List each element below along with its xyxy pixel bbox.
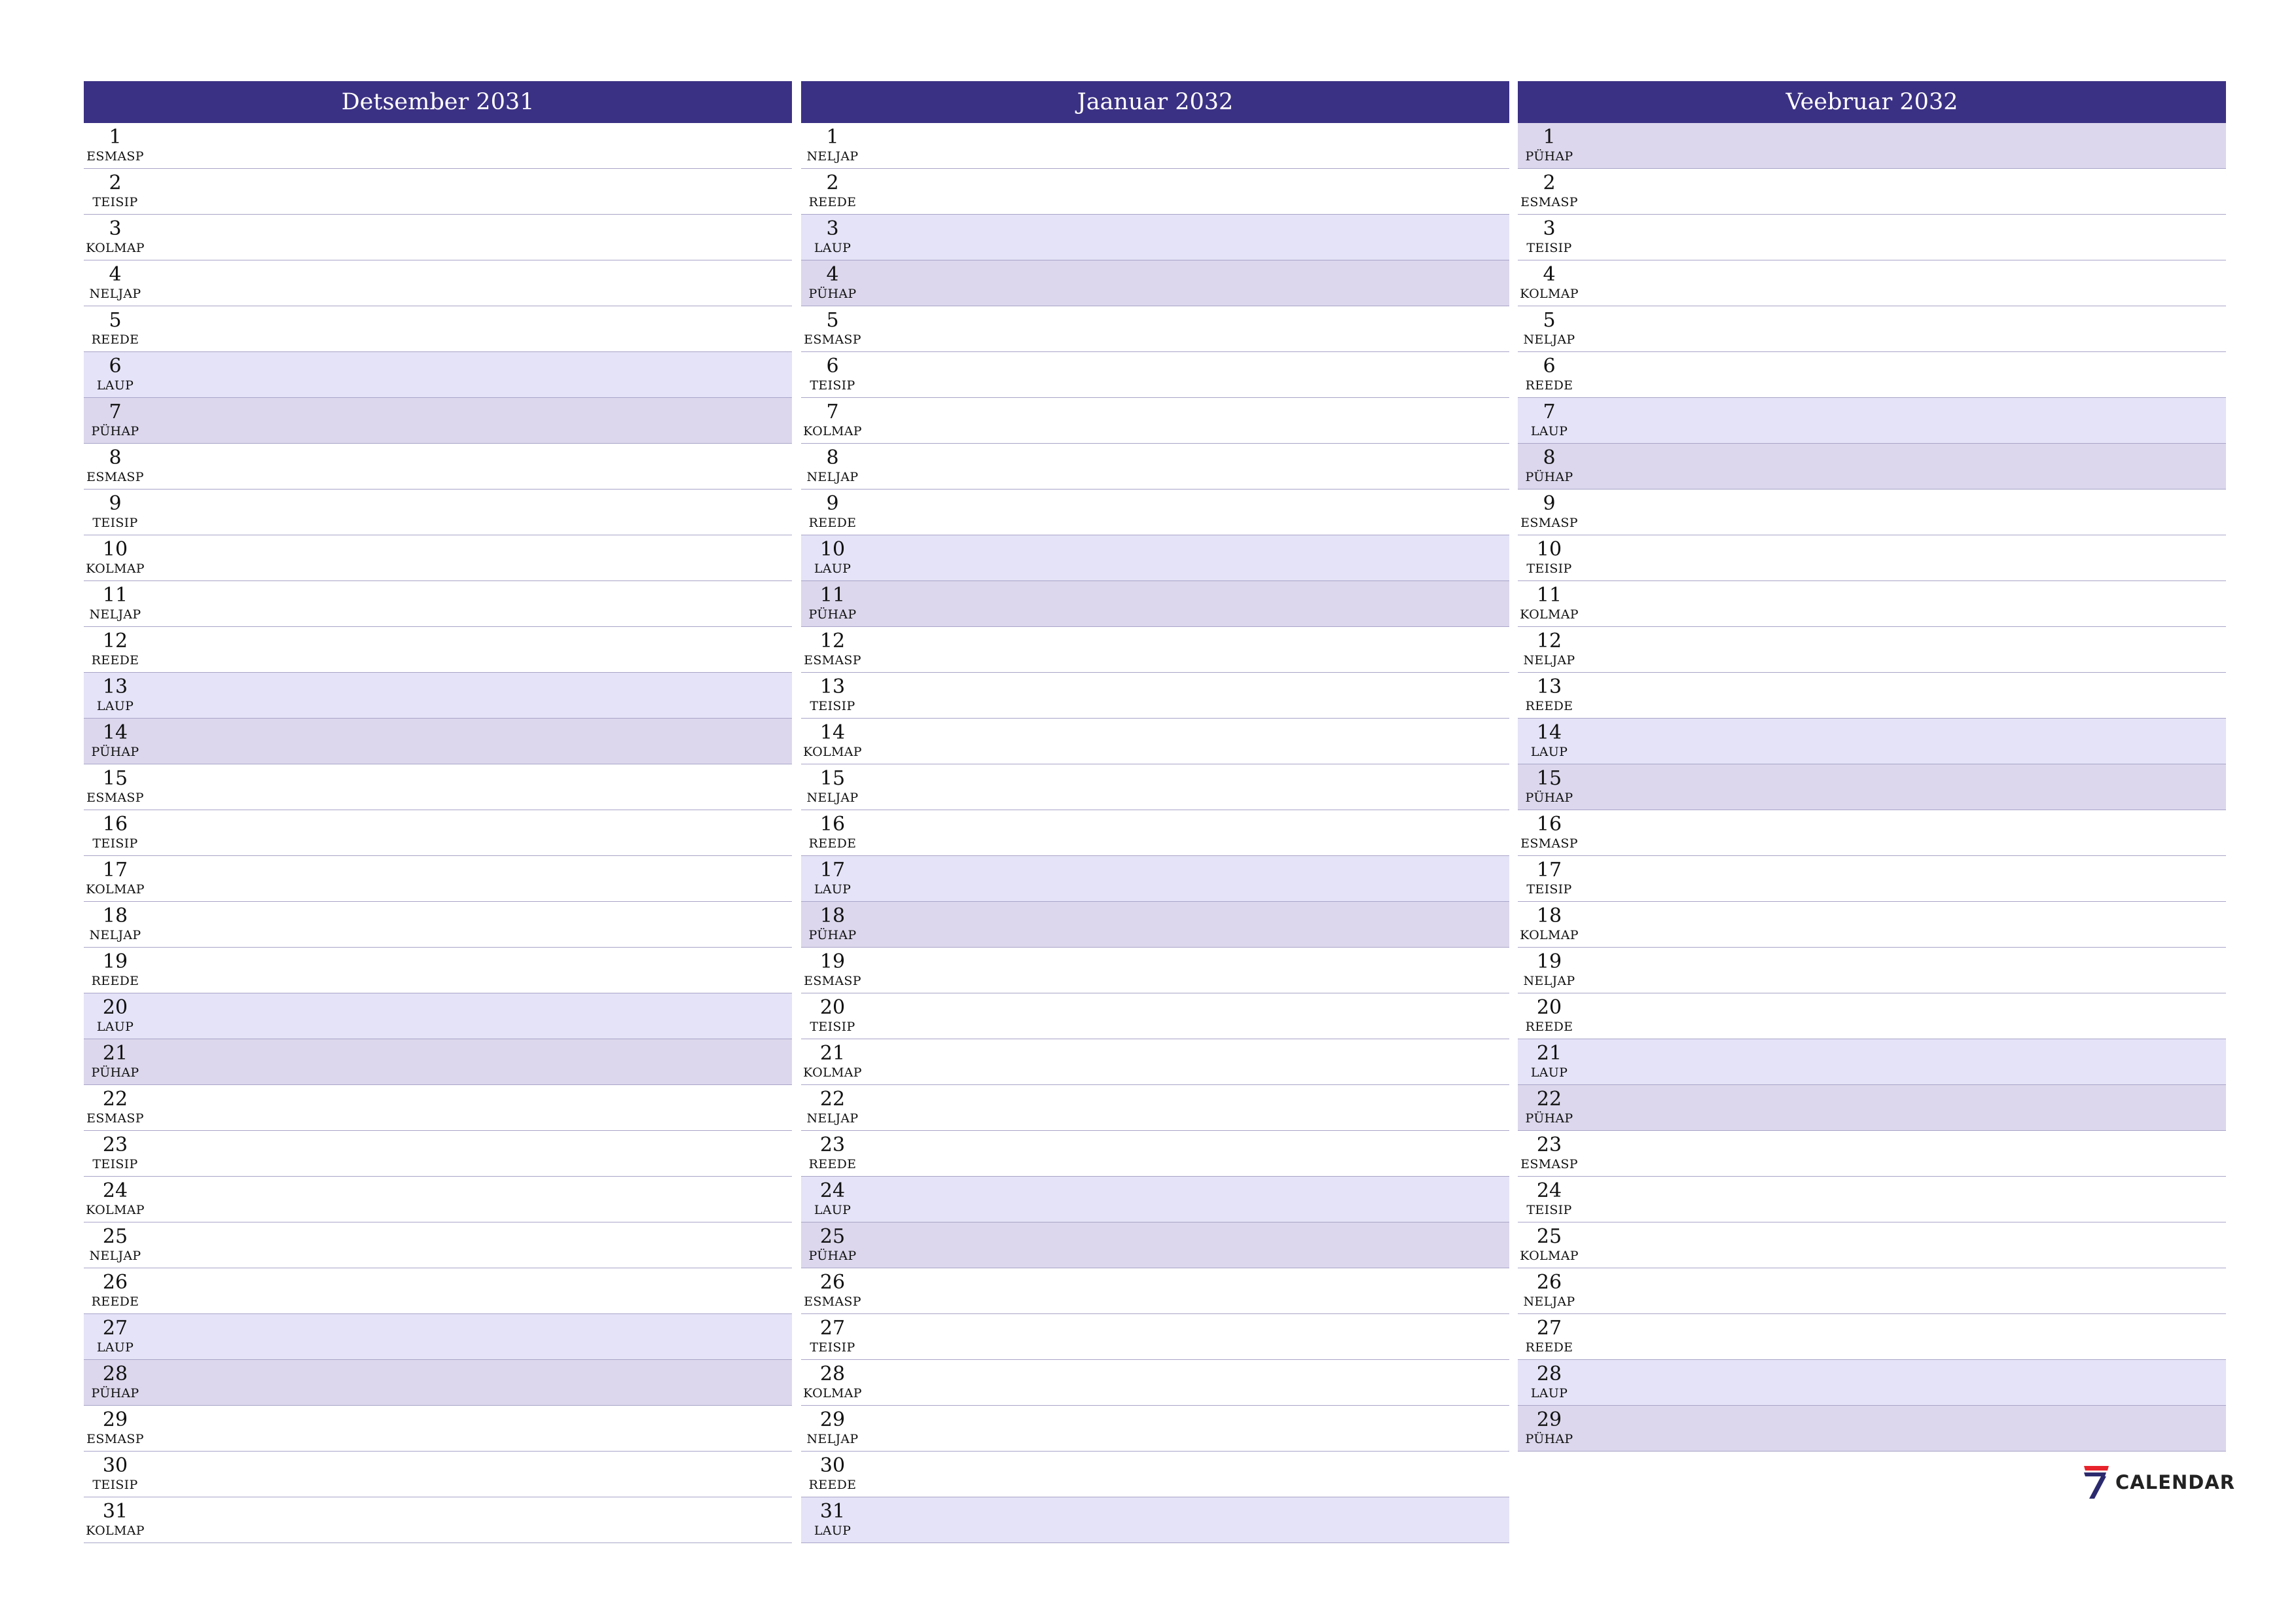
day-number: 17 [102, 859, 128, 882]
seven-logo-icon [2081, 1465, 2110, 1500]
day-number: 15 [1536, 767, 1562, 790]
day-row [801, 1314, 1509, 1360]
day-number: 27 [102, 1317, 128, 1340]
day-number: 24 [819, 1179, 846, 1202]
day-number: 7 [109, 401, 122, 423]
day-row [84, 856, 792, 902]
day-row [84, 260, 792, 306]
day-row [801, 856, 1509, 902]
day-row [1518, 581, 2226, 627]
weekday-name: ESMASP [86, 149, 144, 164]
weekday-name: NELJAP [806, 470, 859, 484]
weekday-name: KOLMAP [1520, 607, 1579, 622]
day-row [84, 1406, 792, 1452]
day-number: 6 [1543, 355, 1556, 378]
day-number: 2 [109, 171, 122, 194]
day-row [1518, 1085, 2226, 1131]
day-number: 12 [819, 630, 846, 652]
day-row [84, 810, 792, 856]
day-number: 8 [109, 446, 122, 469]
day-number: 19 [102, 950, 128, 973]
day-number: 10 [819, 538, 846, 561]
day-number: 29 [1536, 1408, 1562, 1431]
day-list [1518, 123, 2226, 1452]
weekday-name: NELJAP [1523, 974, 1575, 988]
day-row [1518, 215, 2226, 260]
day-number: 27 [819, 1317, 846, 1340]
day-row [801, 1222, 1509, 1268]
day-row [1518, 260, 2226, 306]
day-row [1518, 535, 2226, 581]
day-number: 16 [1536, 813, 1562, 836]
weekday-name: REEDE [91, 974, 139, 988]
weekday-name: ESMASP [804, 1294, 861, 1309]
day-row [84, 535, 792, 581]
day-row [84, 123, 792, 169]
day-row [84, 581, 792, 627]
day-number: 10 [102, 538, 128, 561]
day-number: 17 [1536, 859, 1562, 882]
day-row [801, 535, 1509, 581]
day-number: 2 [826, 171, 839, 194]
day-row [1518, 1039, 2226, 1085]
weekday-name: TEISIP [92, 195, 138, 209]
day-row [1518, 352, 2226, 398]
day-number: 22 [819, 1088, 846, 1111]
weekday-name: TEISIP [92, 836, 138, 851]
day-row [801, 627, 1509, 673]
weekday-name: NELJAP [806, 791, 859, 805]
day-number: 13 [819, 675, 846, 698]
day-row [1518, 444, 2226, 490]
weekday-name: KOLMAP [803, 1065, 862, 1080]
day-row [801, 719, 1509, 764]
day-number: 16 [102, 813, 128, 836]
day-row [84, 673, 792, 719]
day-row [1518, 673, 2226, 719]
weekday-name: TEISIP [1526, 241, 1572, 255]
weekday-name: PÜHAP [808, 287, 857, 301]
day-number: 9 [1543, 492, 1556, 515]
weekday-name: TEISIP [810, 1020, 855, 1034]
day-row [84, 627, 792, 673]
weekday-name: NELJAP [806, 149, 859, 164]
weekday-name: ESMASP [1520, 1157, 1578, 1171]
day-number: 6 [826, 355, 839, 378]
weekday-name: PÜHAP [1525, 791, 1573, 805]
day-row [1518, 1222, 2226, 1268]
day-row [84, 444, 792, 490]
weekday-name: TEISIP [92, 516, 138, 530]
day-row [1518, 490, 2226, 535]
weekday-name: REEDE [1525, 1340, 1573, 1355]
weekday-name: NELJAP [89, 1249, 141, 1263]
day-row [801, 1452, 1509, 1497]
month-column-december [84, 81, 792, 1543]
weekday-name: REEDE [91, 332, 139, 347]
day-number: 2 [1543, 171, 1556, 194]
weekday-name: TEISIP [810, 699, 855, 713]
day-row [1518, 719, 2226, 764]
weekday-name: LAUP [96, 378, 134, 393]
day-number: 27 [1536, 1317, 1562, 1340]
day-number: 29 [102, 1408, 128, 1431]
weekday-name: KOLMAP [1520, 1249, 1579, 1263]
weekday-name: NELJAP [89, 607, 141, 622]
day-row [801, 673, 1509, 719]
day-number: 12 [1536, 630, 1562, 652]
weekday-name: KOLMAP [86, 882, 145, 897]
day-number: 11 [1536, 584, 1562, 607]
day-number: 18 [102, 904, 128, 927]
day-row [1518, 306, 2226, 352]
day-number: 24 [102, 1179, 128, 1202]
day-number: 7 [1543, 401, 1556, 423]
month-column-january [801, 81, 1509, 1543]
day-row [1518, 1131, 2226, 1177]
day-number: 13 [1536, 675, 1562, 698]
day-row [84, 1131, 792, 1177]
weekday-name: PÜHAP [1525, 1111, 1573, 1126]
day-row [801, 1177, 1509, 1222]
day-row [801, 169, 1509, 215]
day-row [801, 1268, 1509, 1314]
day-number: 4 [109, 263, 122, 286]
day-row [801, 1406, 1509, 1452]
month-header: Detsember 2031 [84, 81, 792, 123]
day-row [801, 581, 1509, 627]
day-number: 7 [826, 401, 839, 423]
day-row [1518, 993, 2226, 1039]
weekday-name: LAUP [1530, 424, 1568, 438]
day-row [84, 215, 792, 260]
day-row [1518, 1177, 2226, 1222]
weekday-name: LAUP [1530, 1065, 1568, 1080]
weekday-name: REEDE [1525, 1020, 1573, 1034]
day-number: 25 [819, 1225, 846, 1248]
day-row [801, 902, 1509, 948]
day-number: 28 [102, 1363, 128, 1385]
day-row [1518, 810, 2226, 856]
weekday-name: TEISIP [1526, 562, 1572, 576]
weekday-name: NELJAP [1523, 1294, 1575, 1309]
day-row [84, 1452, 792, 1497]
day-row [84, 719, 792, 764]
day-row [801, 260, 1509, 306]
weekday-name: PÜHAP [808, 1249, 857, 1263]
weekday-name: LAUP [814, 882, 852, 897]
day-number: 13 [102, 675, 128, 698]
weekday-name: LAUP [814, 1524, 852, 1538]
day-number: 22 [102, 1088, 128, 1111]
day-number: 3 [109, 217, 122, 240]
day-row [84, 398, 792, 444]
day-number: 20 [819, 996, 846, 1019]
day-number: 25 [1536, 1225, 1562, 1248]
weekday-name: PÜHAP [808, 607, 857, 622]
weekday-name: REEDE [91, 1294, 139, 1309]
day-number: 9 [826, 492, 839, 515]
day-row [84, 1222, 792, 1268]
day-row [801, 1360, 1509, 1406]
weekday-name: LAUP [96, 699, 134, 713]
weekday-name: REEDE [808, 836, 857, 851]
day-row [801, 810, 1509, 856]
weekday-name: ESMASP [1520, 516, 1578, 530]
weekday-name: LAUP [1530, 745, 1568, 759]
day-row [1518, 1360, 2226, 1406]
weekday-name: REEDE [808, 1157, 857, 1171]
weekday-name: PÜHAP [91, 424, 139, 438]
day-number: 5 [826, 309, 839, 332]
day-number: 5 [109, 309, 122, 332]
day-number: 20 [1536, 996, 1562, 1019]
day-number: 8 [1543, 446, 1556, 469]
day-number: 23 [1536, 1133, 1562, 1156]
day-row [84, 902, 792, 948]
weekday-name: LAUP [96, 1020, 134, 1034]
day-number: 10 [1536, 538, 1562, 561]
weekday-name: REEDE [91, 653, 139, 668]
day-number: 3 [826, 217, 839, 240]
weekday-name: ESMASP [86, 470, 144, 484]
day-number: 28 [1536, 1363, 1562, 1385]
day-row [84, 1085, 792, 1131]
day-number: 22 [1536, 1088, 1562, 1111]
weekday-name: PÜHAP [1525, 149, 1573, 164]
day-number: 17 [819, 859, 846, 882]
weekday-name: PÜHAP [1525, 1432, 1573, 1446]
day-number: 5 [1543, 309, 1556, 332]
day-row [801, 306, 1509, 352]
day-row [1518, 398, 2226, 444]
day-row [801, 123, 1509, 169]
weekday-name: PÜHAP [1525, 470, 1573, 484]
day-number: 24 [1536, 1179, 1562, 1202]
day-number: 26 [819, 1271, 846, 1294]
month-column-february [1518, 81, 2226, 1452]
weekday-name: TEISIP [1526, 882, 1572, 897]
day-number: 15 [102, 767, 128, 790]
day-number: 30 [819, 1454, 846, 1477]
day-number: 20 [102, 996, 128, 1019]
weekday-name: KOLMAP [1520, 287, 1579, 301]
day-row [801, 1497, 1509, 1543]
weekday-name: LAUP [814, 562, 852, 576]
weekday-name: NELJAP [1523, 332, 1575, 347]
weekday-name: REEDE [1525, 378, 1573, 393]
weekday-name: NELJAP [806, 1111, 859, 1126]
weekday-name: TEISIP [92, 1478, 138, 1492]
weekday-name: LAUP [1530, 1386, 1568, 1400]
day-row [84, 948, 792, 993]
day-number: 14 [819, 721, 846, 744]
day-number: 26 [102, 1271, 128, 1294]
weekday-name: KOLMAP [86, 1203, 145, 1217]
day-number: 11 [819, 584, 846, 607]
day-number: 11 [102, 584, 128, 607]
day-row [1518, 123, 2226, 169]
day-list [801, 123, 1509, 1543]
day-row [84, 169, 792, 215]
day-row [84, 1497, 792, 1543]
weekday-name: LAUP [814, 241, 852, 255]
weekday-name: KOLMAP [803, 1386, 862, 1400]
weekday-name: NELJAP [1523, 653, 1575, 668]
weekday-name: PÜHAP [91, 1065, 139, 1080]
weekday-name: NELJAP [89, 928, 141, 942]
day-number: 8 [826, 446, 839, 469]
day-number: 21 [1536, 1042, 1562, 1065]
weekday-name: PÜHAP [808, 928, 857, 942]
day-number: 19 [1536, 950, 1562, 973]
day-number: 21 [102, 1042, 128, 1065]
weekday-name: TEISIP [810, 378, 855, 393]
weekday-name: KOLMAP [1520, 928, 1579, 942]
day-number: 1 [1543, 126, 1556, 149]
day-row [1518, 1406, 2226, 1452]
day-row [84, 306, 792, 352]
weekday-name: KOLMAP [803, 424, 862, 438]
day-number: 1 [826, 126, 839, 149]
day-row [84, 490, 792, 535]
weekday-name: TEISIP [92, 1157, 138, 1171]
day-number: 30 [102, 1454, 128, 1477]
day-row [84, 764, 792, 810]
weekday-name: ESMASP [86, 1111, 144, 1126]
day-row [84, 993, 792, 1039]
day-number: 14 [102, 721, 128, 744]
weekday-name: KOLMAP [86, 562, 145, 576]
weekday-name: TEISIP [810, 1340, 855, 1355]
weekday-name: ESMASP [86, 791, 144, 805]
day-row [1518, 1314, 2226, 1360]
weekday-name: REEDE [808, 195, 857, 209]
day-row [801, 352, 1509, 398]
month-header: Jaanuar 2032 [801, 81, 1509, 123]
weekday-name: KOLMAP [86, 241, 145, 255]
day-row [1518, 764, 2226, 810]
weekday-name: ESMASP [804, 332, 861, 347]
weekday-name: LAUP [814, 1203, 852, 1217]
weekday-name: ESMASP [804, 653, 861, 668]
weekday-name: KOLMAP [86, 1524, 145, 1538]
day-row [1518, 856, 2226, 902]
weekday-name: PÜHAP [91, 1386, 139, 1400]
weekday-name: REEDE [1525, 699, 1573, 713]
weekday-name: NELJAP [89, 287, 141, 301]
day-row [801, 1131, 1509, 1177]
day-number: 18 [1536, 904, 1562, 927]
day-number: 6 [109, 355, 122, 378]
day-number: 28 [819, 1363, 846, 1385]
day-number: 19 [819, 950, 846, 973]
weekday-name: NELJAP [806, 1432, 859, 1446]
day-number: 18 [819, 904, 846, 927]
day-number: 16 [819, 813, 846, 836]
day-list [84, 123, 792, 1543]
weekday-name: ESMASP [804, 974, 861, 988]
day-row [801, 948, 1509, 993]
day-row [801, 490, 1509, 535]
day-row [84, 1314, 792, 1360]
weekday-name: ESMASP [1520, 836, 1578, 851]
month-header: Veebruar 2032 [1518, 81, 2226, 123]
weekday-name: PÜHAP [91, 745, 139, 759]
day-number: 31 [819, 1500, 846, 1523]
weekday-name: REEDE [808, 1478, 857, 1492]
weekday-name: TEISIP [1526, 1203, 1572, 1217]
day-row [84, 1360, 792, 1406]
day-row [801, 764, 1509, 810]
day-number: 1 [109, 126, 122, 149]
day-row [84, 1268, 792, 1314]
day-row [1518, 948, 2226, 993]
weekday-name: LAUP [96, 1340, 134, 1355]
calendar-logo [2081, 1463, 2235, 1501]
day-number: 12 [102, 630, 128, 652]
day-number: 14 [1536, 721, 1562, 744]
day-number: 3 [1543, 217, 1556, 240]
weekday-name: REEDE [808, 516, 857, 530]
logo-text: CALENDAR [2115, 1471, 2236, 1493]
day-row [801, 1085, 1509, 1131]
day-row [1518, 627, 2226, 673]
day-number: 23 [102, 1133, 128, 1156]
day-number: 4 [826, 263, 839, 286]
day-number: 31 [102, 1500, 128, 1523]
day-number: 29 [819, 1408, 846, 1431]
day-number: 21 [819, 1042, 846, 1065]
day-row [84, 1039, 792, 1085]
day-row [801, 444, 1509, 490]
day-row [801, 993, 1509, 1039]
day-number: 15 [819, 767, 846, 790]
day-row [1518, 169, 2226, 215]
day-row [1518, 902, 2226, 948]
weekday-name: KOLMAP [803, 745, 862, 759]
day-number: 4 [1543, 263, 1556, 286]
weekday-name: ESMASP [1520, 195, 1578, 209]
day-row [84, 1177, 792, 1222]
day-row [84, 352, 792, 398]
day-row [1518, 1268, 2226, 1314]
day-number: 25 [102, 1225, 128, 1248]
day-row [801, 398, 1509, 444]
day-number: 26 [1536, 1271, 1562, 1294]
day-number: 23 [819, 1133, 846, 1156]
day-row [801, 215, 1509, 260]
day-row [801, 1039, 1509, 1085]
weekday-name: ESMASP [86, 1432, 144, 1446]
day-number: 9 [109, 492, 122, 515]
